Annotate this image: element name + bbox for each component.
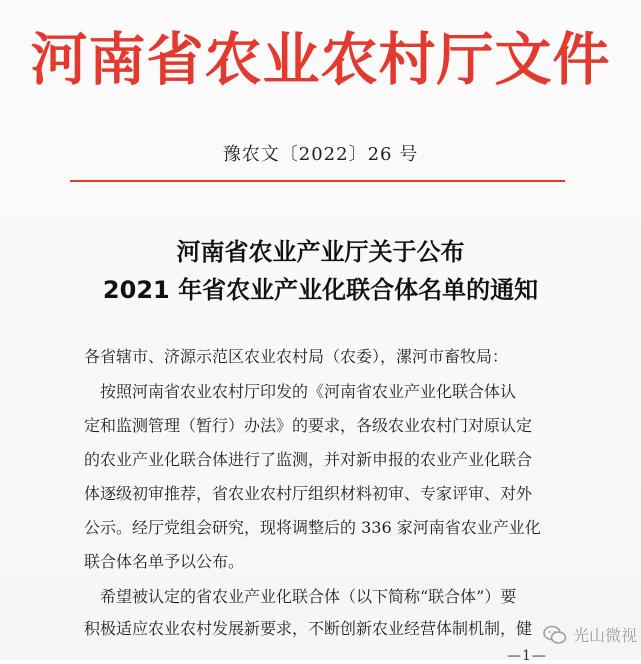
paragraph-1-line: 定和监测管理（暂行）办法》的要求，各级农业农村门对原认定 [84,416,533,435]
wechat-icon [543,625,567,645]
paragraph-2-line: 积极适应农业农村发展新要求，不断创新农业经营体制机制，健 [84,619,533,638]
header-divider [70,180,565,182]
paragraph-1-line: 的农业产业化联合体进行了监测，并对新申报的农业产业化联合 [84,450,533,469]
watermark [543,623,637,646]
paragraph-2 [84,584,562,644]
watermark-text: 光山微视 [572,626,637,645]
notice-title-line-2: 2021 年省农业产业化联合体名单的通知 [102,276,539,304]
paragraph-1 [84,379,562,579]
paragraph-1-line: 联合体名单予以公布。 [84,552,245,571]
addressee: 各省辖市、济源示范区农业农村局（农委），漯河市畜牧局： [84,347,509,366]
notice-title-line-1: 河南省农业产业厅关于公布 [176,238,465,266]
document-number: 豫农文〔2022〕26 号 [222,144,419,165]
page-number: —1— [507,648,547,664]
paragraph-2-line: 希望被认定的省农业产业化联合体（以下简称“联合体”）要 [100,587,517,606]
paragraph-1-line: 公示。经厅党组会研究，现将调整后的 336 家河南省农业产业化 [84,518,541,537]
paragraph-1-line: 按照河南省农业农村厅印发的《河南省农业产业化联合体认 [100,382,517,401]
document-header-title: 河南省农业农村厅文件 [30,27,611,93]
paragraph-1-line: 体逐级初审推荐，省农业农村厅组织材料初审、专家评审、对外 [84,484,533,503]
